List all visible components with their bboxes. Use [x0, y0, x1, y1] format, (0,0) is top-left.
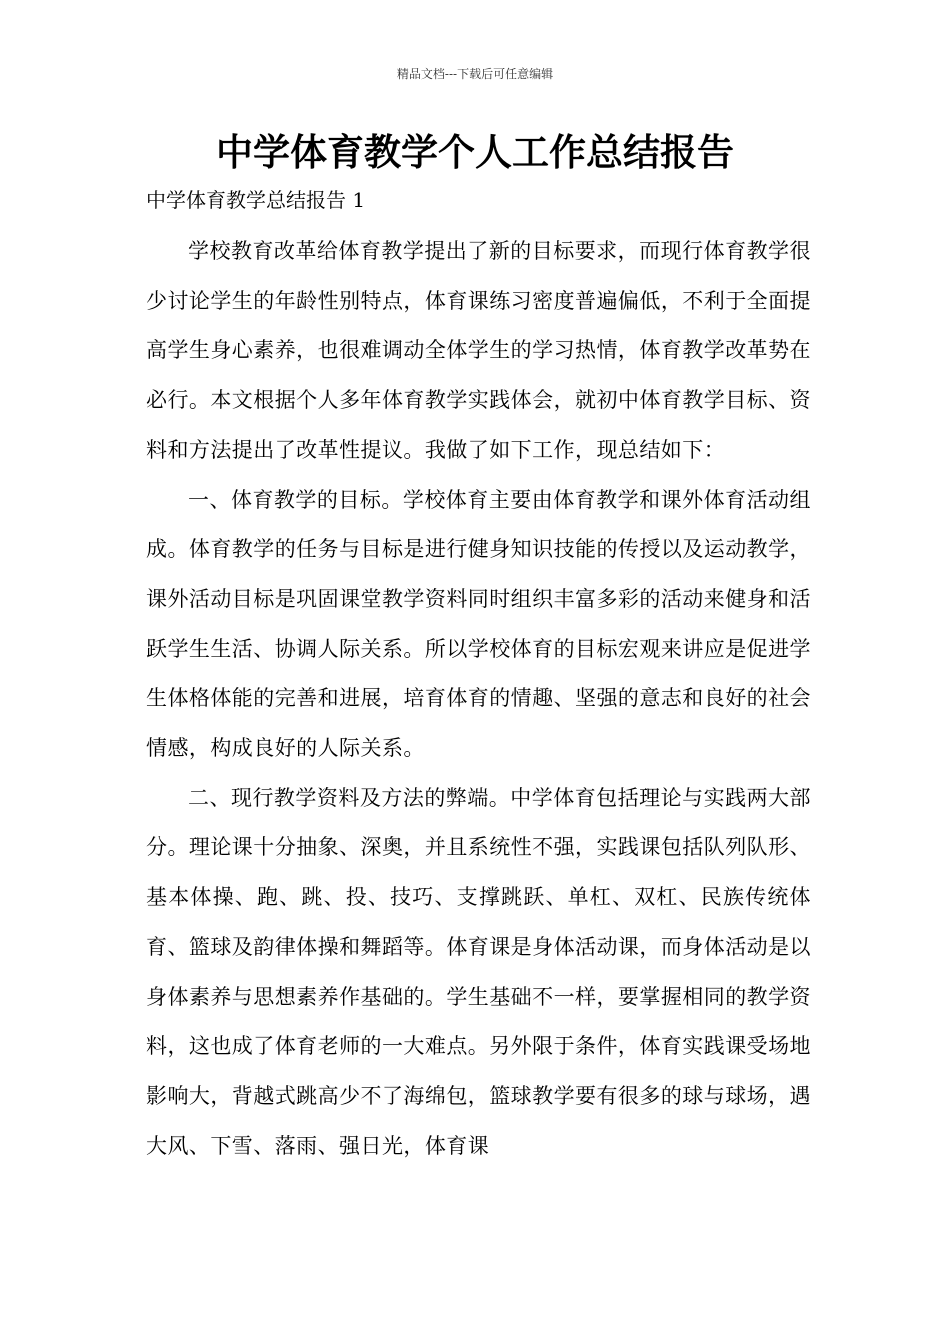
body-paragraph: 二、现行教学资料及方法的弊端。中学体育包括理论与实践两大部分。理论课十分抽象、深奥，并且系统性不强，实践课包括队列队形、基本体操、跑、跳、投、技巧、支撑跳跃、单杠、双杠、民族传统体育、篮球及韵律体操和舞蹈等。体育课是身体活动课，而身体活动是以身体素养与思想素养作基础的。学生基础不一样，要掌握相同的教学资料，这也成了体育老师的一大难点。另外限于条件，体育实践课受场地影响大，背越式跳高少不了海绵包，篮球教学要有很多的球与球场，遇大风、下雪、落雨、强日光，体育课 — [146, 785, 811, 1158]
page-header-note: 精品文档---下载后可任意编辑 — [396, 67, 554, 81]
body-paragraph: 学校教育改革给体育教学提出了新的目标要求，而现行体育教学很少讨论学生的年龄性别特点，体育课练习密度普遍偏低，不利于全面提高学生身心素养，也很难调动全体学生的学习热情，体育教学改革势在必行。本文根据个人多年体育教学实践体会，就初中体育教学目标、资料和方法提出了改革性提议。我做了如下工作，现总结如下： — [146, 239, 811, 462]
document-body — [146, 227, 811, 1171]
document-subtitle: 中学体育教学总结报告 1 — [146, 188, 366, 212]
document-title: 中学体育教学个人工作总结报告 — [216, 130, 734, 174]
body-paragraph: 一、体育教学的目标。学校体育主要由体育教学和课外体育活动组成。体育教学的任务与目标是进行健身知识技能的传授以及运动教学，课外活动目标是巩固课堂教学资料同时组织丰富多彩的活动来健身和活跃学生生活、协调人际关系。所以学校体育的目标宏观来讲应是促进学生体格体能的完善和进展，培育体育的情趣、坚强的意志和良好的社会情感，构成良好的人际关系。 — [146, 487, 811, 761]
